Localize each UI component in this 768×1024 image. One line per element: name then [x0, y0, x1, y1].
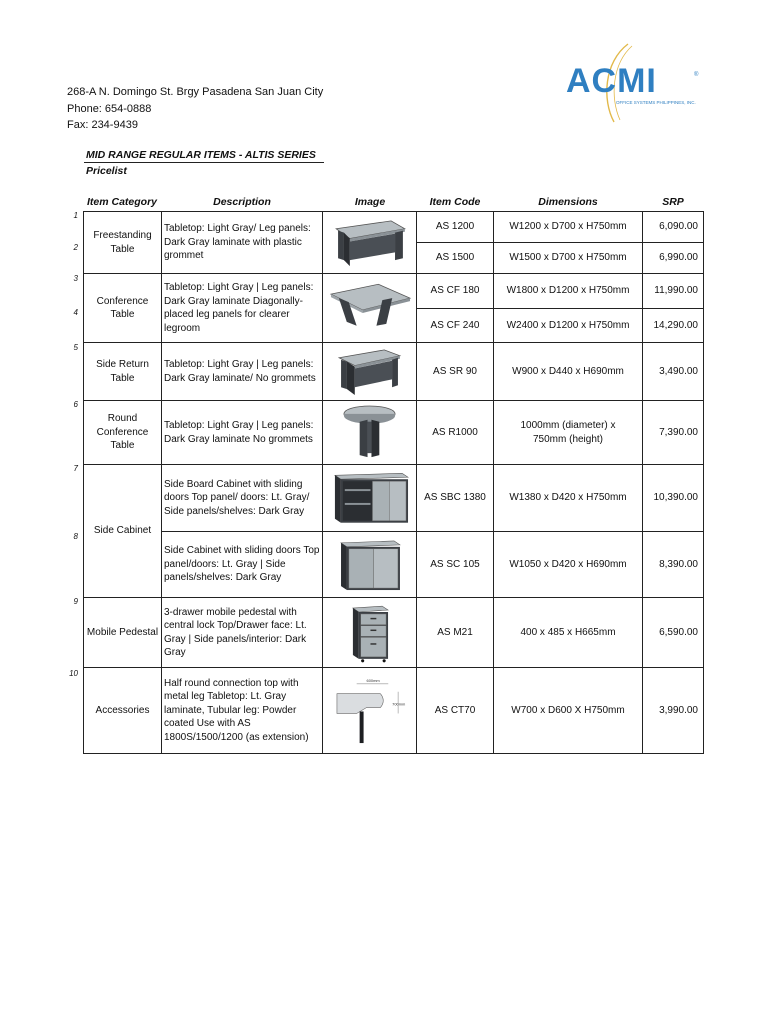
category-cell: Mobile Pedestal: [83, 597, 162, 668]
item-code-cell: AS 1500: [416, 242, 494, 274]
srp-cell: 3,490.00: [642, 342, 704, 401]
row-number: 5: [73, 343, 78, 352]
description-cell: 3-drawer mobile pedestal with central lock Top/Drawer face: Lt. Gray | Side panels/interior: Dark Gray: [161, 597, 323, 668]
svg-text:ACMI: ACMI: [566, 62, 657, 100]
srp-cell: 6,590.00: [642, 597, 704, 668]
item-code-cell: AS CF 180: [416, 273, 494, 309]
width-label: 600mm: [366, 677, 380, 683]
connection-top-image: [322, 667, 417, 754]
row-number: 1: [73, 211, 78, 220]
row-number: 8: [73, 532, 78, 541]
company-fax: Fax: 234-9439: [67, 119, 138, 131]
header-dimensions: Dimensions: [538, 196, 598, 208]
item-code-cell: AS CF 240: [416, 308, 494, 343]
srp-cell: 3,990.00: [642, 667, 704, 754]
item-code-cell: AS SR 90: [416, 342, 494, 401]
srp-cell: 6,090.00: [642, 211, 704, 243]
row-number: 4: [73, 308, 78, 317]
item-code-cell: AS CT70: [416, 667, 494, 754]
depth-label: 700mm: [392, 701, 406, 707]
pricelist-label: Pricelist: [86, 165, 127, 177]
acmi-logo: [562, 42, 708, 124]
category-cell: Freestanding Table: [83, 211, 162, 274]
row-number: 3: [73, 274, 78, 283]
header-srp: SRP: [662, 196, 684, 208]
dimensions-cell: W1380 x D420 x H750mm: [493, 464, 643, 532]
dimensions-cell: W700 x D600 X H750mm: [493, 667, 643, 754]
item-code-cell: AS R1000: [416, 400, 494, 465]
dimensions-cell: W1200 x D700 x H750mm: [493, 211, 643, 243]
header-description: Description: [213, 196, 271, 208]
description-cell: Half round connection top with metal leg Tabletop: Lt. Gray laminate, Tubular leg: Powder coated Use with AS 1800S/1500/1200 (as extension): [161, 667, 323, 754]
row-number: 9: [73, 597, 78, 606]
side-return-table-image: [322, 342, 417, 401]
dimensions-cell: W1050 x D420 x H690mm: [493, 531, 643, 598]
description-cell: Side Cabinet with sliding doors Top panel/doors: Lt. Gray | Side panels/shelves: Dark Gray: [161, 531, 323, 598]
header-image: Image: [354, 196, 386, 208]
srp-cell: 11,990.00: [642, 273, 704, 309]
svg-text:®: ®: [694, 72, 699, 78]
dimensions-cell: W2400 x D1200 x H750mm: [493, 308, 643, 343]
srp-cell: 10,390.00: [642, 464, 704, 532]
round-table-image: [322, 400, 417, 465]
description-cell: Tabletop: Light Gray/ Leg panels: Dark Gray laminate with plastic grommet: [161, 211, 323, 274]
svg-text:OFFICE SYSTEMS PHILIPPINES, IN: OFFICE SYSTEMS PHILIPPINES, INC.: [616, 100, 696, 105]
srp-cell: 7,390.00: [642, 400, 704, 465]
category-cell: Side Return Table: [83, 342, 162, 401]
row-number: 6: [73, 400, 78, 409]
dimensions-cell: W1800 x D1200 x H750mm: [493, 273, 643, 309]
title-underline: [84, 162, 324, 163]
category-cell: Round Conference Table: [83, 400, 162, 465]
description-cell: Tabletop: Light Gray | Leg panels: Dark Gray laminate No grommets: [161, 400, 323, 465]
item-code-cell: AS SBC 1380: [416, 464, 494, 532]
row-number: 10: [69, 669, 78, 678]
description-cell: Side Board Cabinet with sliding doors Top panel/ doors: Lt. Gray/ Side panels/shelves: Dark Gray: [161, 464, 323, 532]
category-cell: Conference Table: [83, 273, 162, 343]
dimensions-cell: 400 x 485 x H665mm: [493, 597, 643, 668]
header-item-code: Item Code: [429, 196, 481, 208]
item-code-cell: AS 1200: [416, 211, 494, 243]
company-phone: Phone: 654-0888: [67, 102, 152, 115]
header-item-category: Item Category: [86, 196, 158, 208]
company-address: 268-A N. Domingo St. Brgy Pasadena San Juan City: [67, 86, 324, 98]
category-cell: Side Cabinet: [83, 464, 162, 598]
srp-cell: 6,990.00: [642, 242, 704, 274]
pedestal-image: [322, 597, 417, 668]
series-title: MID RANGE REGULAR ITEMS - ALTIS SERIES: [86, 149, 316, 161]
dimensions-cell: W1500 x D700 x H750mm: [493, 242, 643, 274]
side-cabinet-image: [322, 531, 417, 598]
sideboard-cabinet-image: [322, 464, 417, 532]
row-number: 2: [73, 243, 78, 252]
item-code-cell: AS M21: [416, 597, 494, 668]
desk-image: [322, 211, 417, 274]
dimensions-cell: W900 x D440 x H690mm: [493, 342, 643, 401]
dimensions-cell: 1000mm (diameter) x 750mm (height): [493, 400, 643, 465]
company-address-block: [67, 84, 323, 134]
srp-cell: 14,290.00: [642, 308, 704, 343]
srp-cell: 8,390.00: [642, 531, 704, 598]
description-cell: Tabletop: Light Gray | Leg panels: Dark Gray laminate Diagonally-placed leg panels for clearer legroom: [161, 273, 323, 343]
description-cell: Tabletop: Light Gray | Leg panels: Dark Gray laminate/ No grommets: [161, 342, 323, 401]
item-code-cell: AS SC 105: [416, 531, 494, 598]
category-cell: Accessories: [83, 667, 162, 754]
conference-table-image: [322, 273, 417, 343]
row-number: 7: [73, 464, 78, 473]
